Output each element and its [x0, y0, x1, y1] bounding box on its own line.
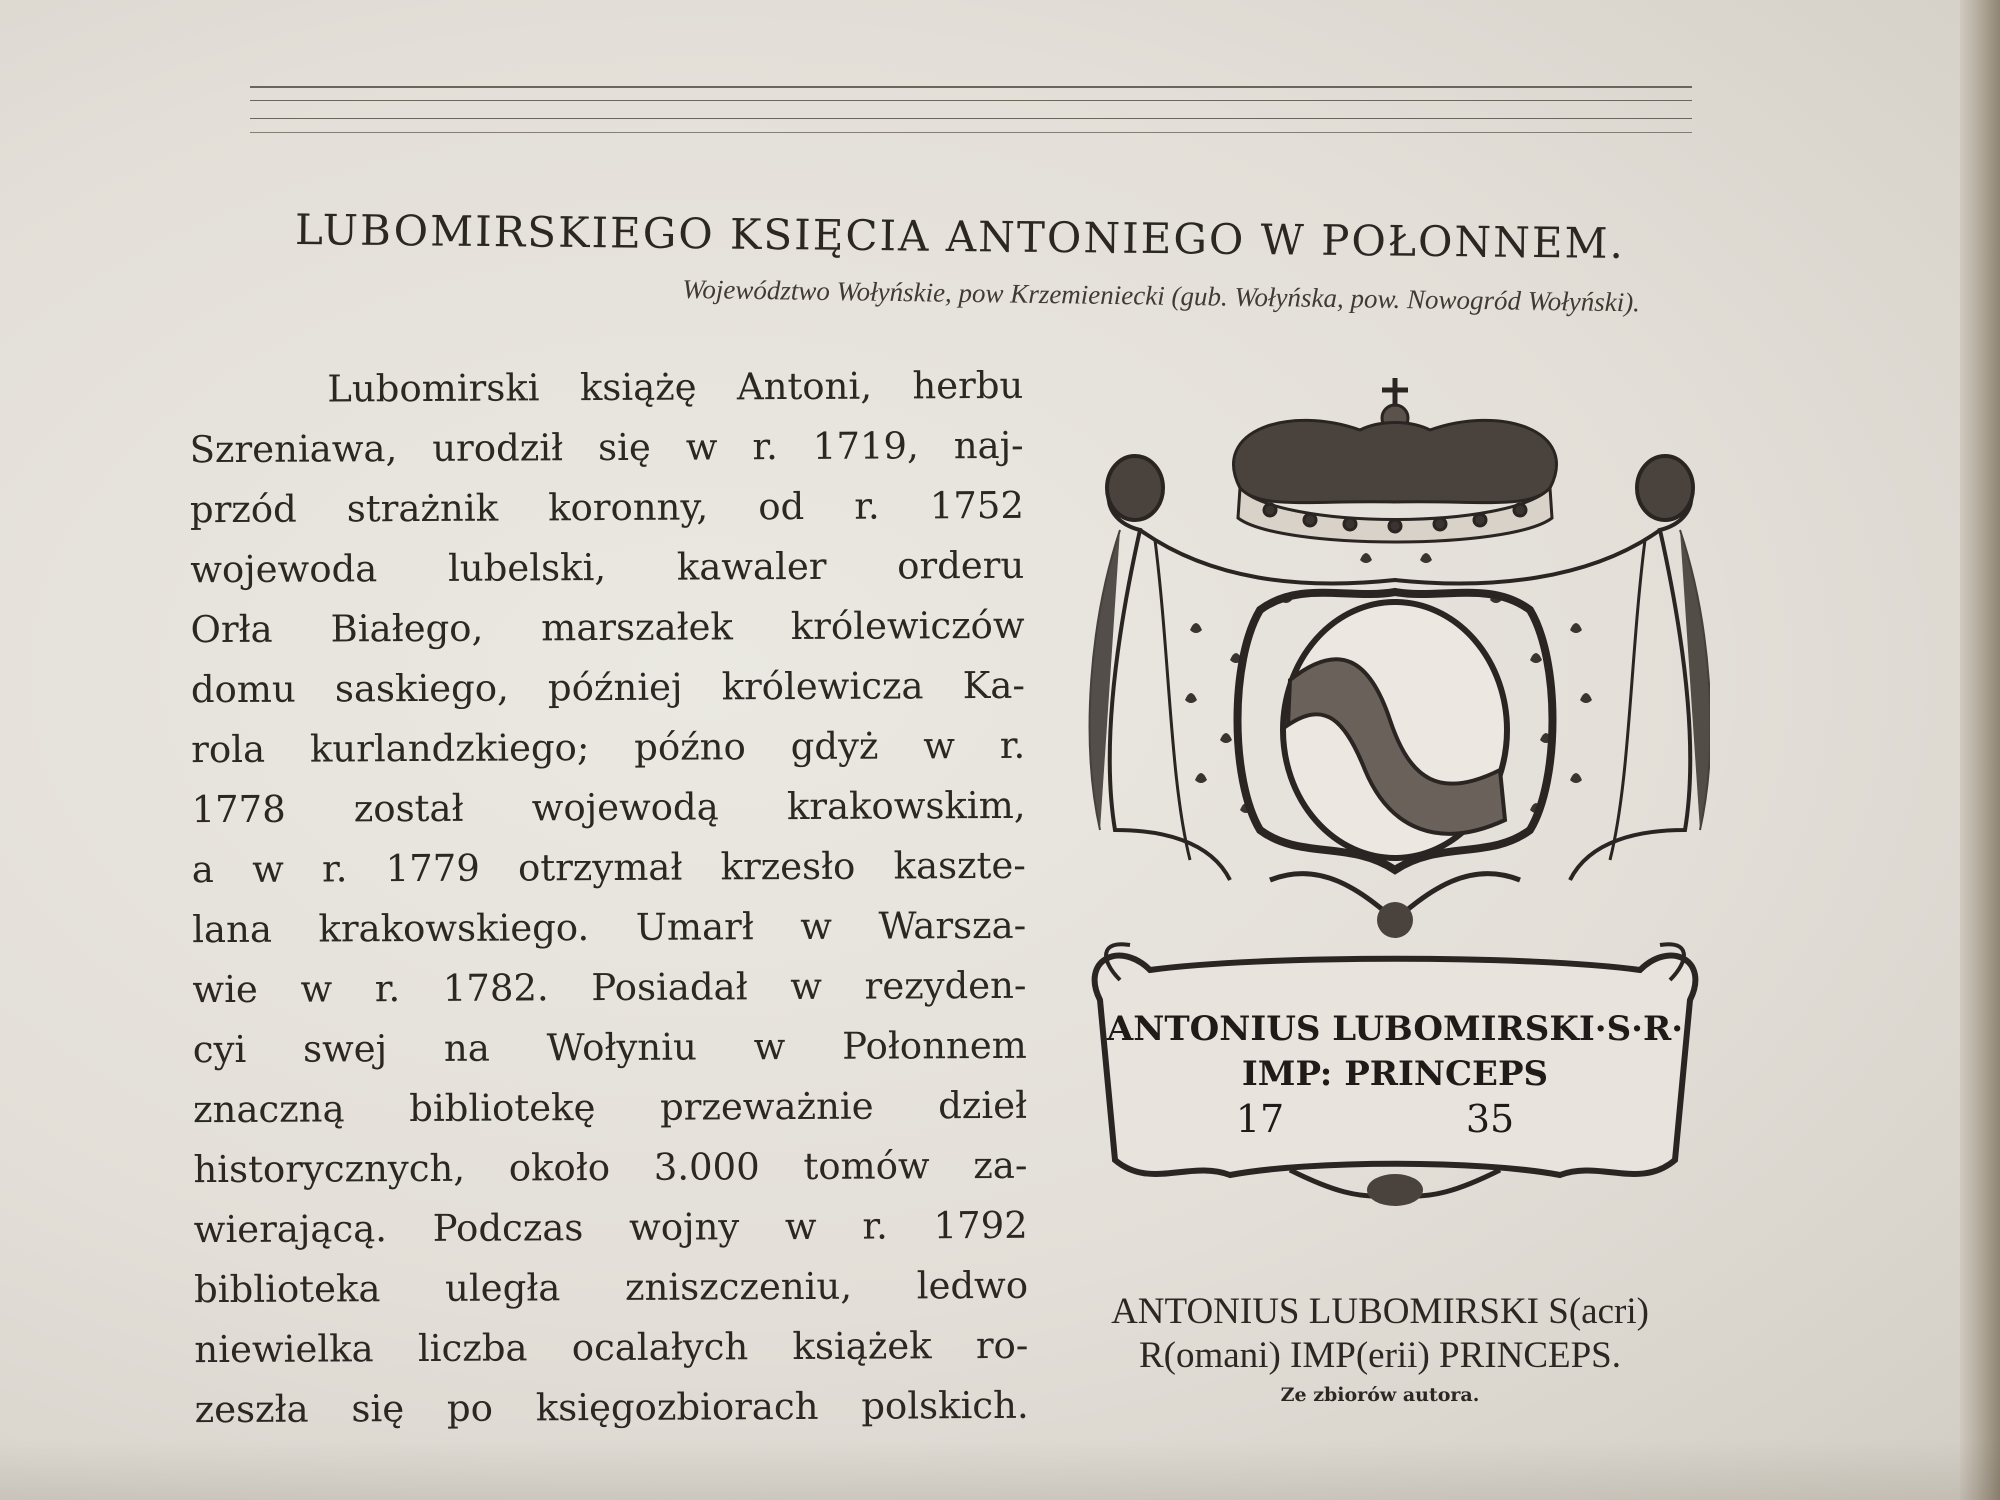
body-line: Lubomirski książę Antoni, herbu: [327, 363, 1024, 411]
body-line: historycznych, około 3.000 tomów za-: [193, 1143, 1028, 1192]
body-line: rola kurlandzkiego; późno gdyż w r.: [191, 723, 1026, 772]
body-line: zeszła się po księgozbiorach polskich.: [194, 1383, 1029, 1432]
body-line: a w r. 1779 otrzymał krzesło kaszte-: [191, 843, 1026, 892]
rule-line: [250, 86, 1692, 88]
page-shadow: [0, 1440, 2000, 1500]
body-line: wojewoda lubelski, kawaler orderu: [190, 543, 1025, 592]
rule-line: [250, 100, 1692, 101]
emblem-caption: [1040, 1290, 1720, 1406]
cartouche-text-line2: IMP: PRINCEPS: [1241, 1054, 1549, 1094]
page-subtitle: Województwo Wołyńskie, pow Krzemieniecki (gub. Wołyńska, pow. Nowogród Wołyński).: [682, 273, 1641, 318]
year-left: 17: [1235, 1097, 1285, 1141]
bookplate-coat-of-arms: [1060, 360, 1710, 1260]
body-line: znaczną bibliotekę przeważnie dzieł: [192, 1083, 1028, 1132]
rule-line: [250, 132, 1692, 133]
cartouche-text-line1: ANTONIUS LUBOMIRSKI·S·R·: [1106, 1009, 1684, 1049]
body-line: domu saskiego, później królewicza Ka-: [190, 663, 1026, 712]
body-line: biblioteka uległa zniszczeniu, ledwo: [193, 1263, 1029, 1312]
page-title: LUBOMIRSKIEGO KSIĘCIA ANTONIEGO W POŁONNEM.: [294, 205, 1626, 268]
body-line: Szreniawa, urodził się w r. 1719, naj-: [189, 423, 1024, 472]
year-right: 35: [1465, 1097, 1515, 1141]
page-edge: [1960, 0, 2000, 1500]
caption-credit: Ze zbiorów autora.: [1280, 1384, 1480, 1406]
shield: [1238, 592, 1553, 938]
body-line: niewielka liczba ocalałych książek ro-: [194, 1323, 1029, 1372]
body-line: wie w r. 1782. Posiadał w rezyden-: [192, 963, 1027, 1012]
crown-icon: [1234, 378, 1557, 542]
caption-line: R(omani) IMP(erii) PRINCEPS.: [1138, 1335, 1622, 1376]
body-line: wierającą. Podczas wojny w r. 1792: [193, 1203, 1028, 1252]
body-line: 1778 został wojewodą krakowskim,: [191, 783, 1026, 832]
body-paragraph: [189, 356, 1029, 1440]
body-line: przód strażnik koronny, od r. 1752: [189, 483, 1025, 532]
caption-line: ANTONIUS LUBOMIRSKI S(acri): [1111, 1291, 1649, 1332]
header-rules: [250, 86, 1692, 156]
body-line: cyi swej na Wołyniu w Połonnem: [192, 1023, 1027, 1072]
rule-line: [250, 118, 1692, 119]
body-line: Orła Białego, marszałek królewiczów: [190, 603, 1025, 652]
body-line: lana krakowskiego. Umarł w Warsza-: [192, 903, 1027, 952]
